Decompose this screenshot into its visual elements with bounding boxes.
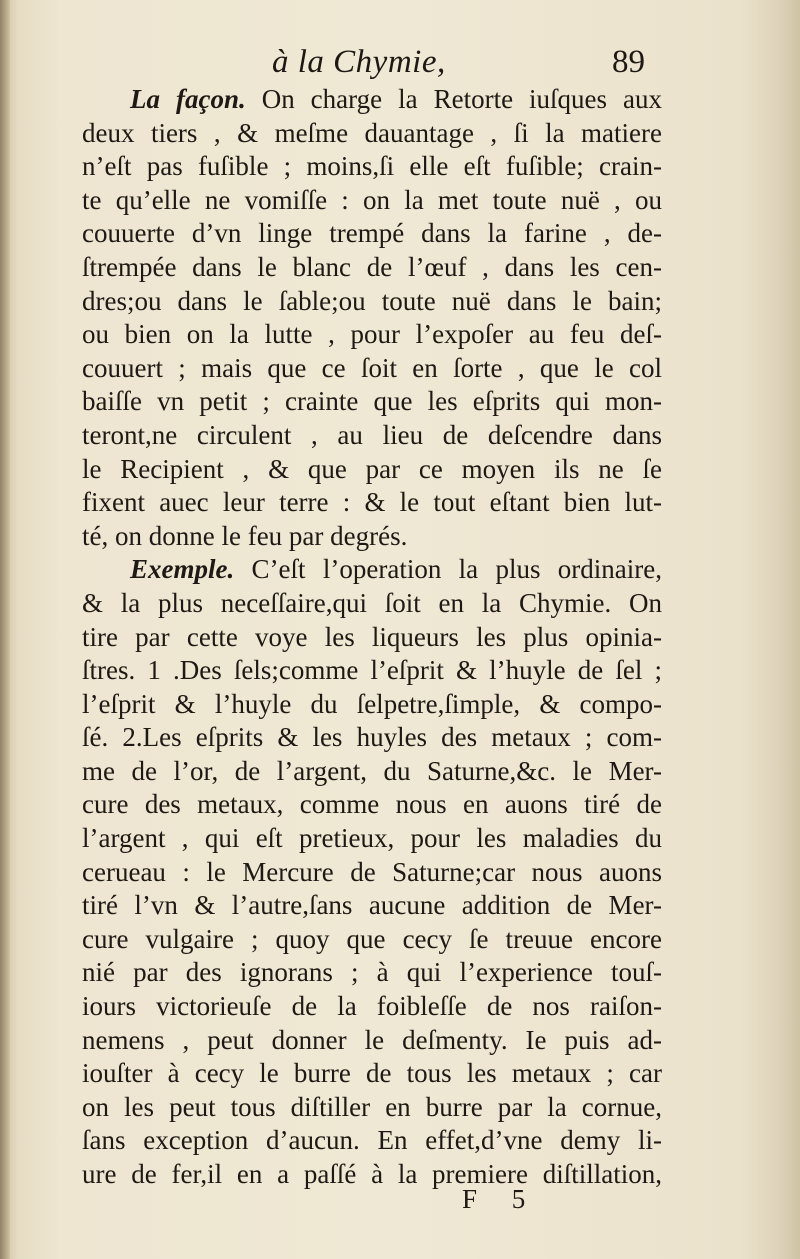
- text-line: cure vulgaire ; quoy que cecy ſe treuue encore: [82, 923, 662, 954]
- paragraph-2-first-line-text: C’eſt l’operation la plus ordinaire,: [234, 554, 662, 585]
- page-binding-edge: [0, 0, 10, 1259]
- text-line: cerueau : le Mercure de Saturne;car nous auons: [82, 856, 662, 887]
- text-line: couuerte d’vn linge trempé dans la farine , de-: [82, 218, 662, 249]
- text-line: nié par des ignorans ; à qui l’experience touſ-: [82, 957, 662, 988]
- text-line: te qu’elle ne vomiſſe : on la met toute nuë , ou: [82, 184, 662, 215]
- body-text: [82, 83, 662, 1192]
- signature-mark: F 5: [462, 1184, 540, 1214]
- text-line: deux tiers , & meſme dauantage , ſi la matiere: [82, 117, 662, 148]
- text-line: cure des metaux, comme nous en auons tiré de: [82, 789, 662, 820]
- text-line: baiſſe vn petit ; crainte que les eſprits qui mon-: [82, 386, 662, 417]
- text-line: ſans exception d’aucun. En effet,d’vne demy li-: [82, 1125, 662, 1156]
- paragraph-1-lead: La façon.: [130, 84, 246, 114]
- text-line: ſtres. 1 .Des ſels;comme l’eſprit & l’huyle de ſel ;: [82, 655, 662, 686]
- text-line: fixent auec leur terre : & le tout eſtant bien lut-: [82, 487, 662, 518]
- page-number: 89: [612, 44, 645, 80]
- text-line: tire par cette voye les liqueurs les plus opinia-: [82, 621, 662, 652]
- text-line: n’eſt pas fuſible ; moins,ſi elle eſt fuſible; crain-: [82, 151, 662, 182]
- paragraph-1-last-line: té, on donne le feu par degrés.: [82, 520, 408, 551]
- text-line: ſé. 2.Les eſprits & les huyles des metaux ; com-: [82, 722, 662, 753]
- text-line: on les peut tous diſtiller en burre par la cornue,: [82, 1091, 662, 1122]
- text-line: dres;ou dans le ſable;ou toute nuë dans le bain;: [82, 285, 662, 316]
- text-line: ure de fer,il en a paſſé à la premiere diſtillation,: [82, 1159, 662, 1189]
- running-title: à la Chymie,: [272, 44, 446, 80]
- text-line: nemens , peut donner le deſmenty. Ie puis ad-: [82, 1024, 662, 1055]
- text-line: ou bien on la lutte , pour l’expoſer au feu deſ-: [82, 319, 662, 350]
- paragraph-1-first-line-text: On charge la Retorte iuſques aux: [245, 84, 662, 114]
- text-line: iouſter à cecy le burre de tous les metaux ; car: [82, 1058, 662, 1089]
- paragraph-1-first-line: [82, 83, 662, 117]
- text-line: l’argent , qui eſt pretieux, pour les maladies du: [82, 823, 662, 854]
- text-line: le Recipient , & que par ce moyen ils ne ſe: [82, 453, 662, 484]
- paragraph-2-first-line: [82, 553, 662, 587]
- paragraph-2-lead: Exemple.: [130, 554, 235, 585]
- text-line: tiré l’vn & l’autre,ſans aucune addition de Mer-: [82, 890, 662, 921]
- text-line: l’eſprit & l’huyle du ſelpetre,ſimple, & compo-: [82, 688, 662, 719]
- text-line: couuert ; mais que ce ſoit en ſorte , que le col: [82, 352, 662, 383]
- text-line: me de l’or, de l’argent, du Saturne,&c. le Mer-: [82, 755, 662, 786]
- text-line: & la plus neceſſaire,qui ſoit en la Chymie. On: [82, 587, 662, 618]
- text-line: teront,ne circulent , au lieu de deſcendre dans: [82, 419, 662, 450]
- text-line: ſtrempée dans le blanc de l’œuf , dans les cen-: [82, 251, 662, 282]
- text-line: iours victorieuſe de la foibleſſe de nos raiſon-: [82, 991, 662, 1022]
